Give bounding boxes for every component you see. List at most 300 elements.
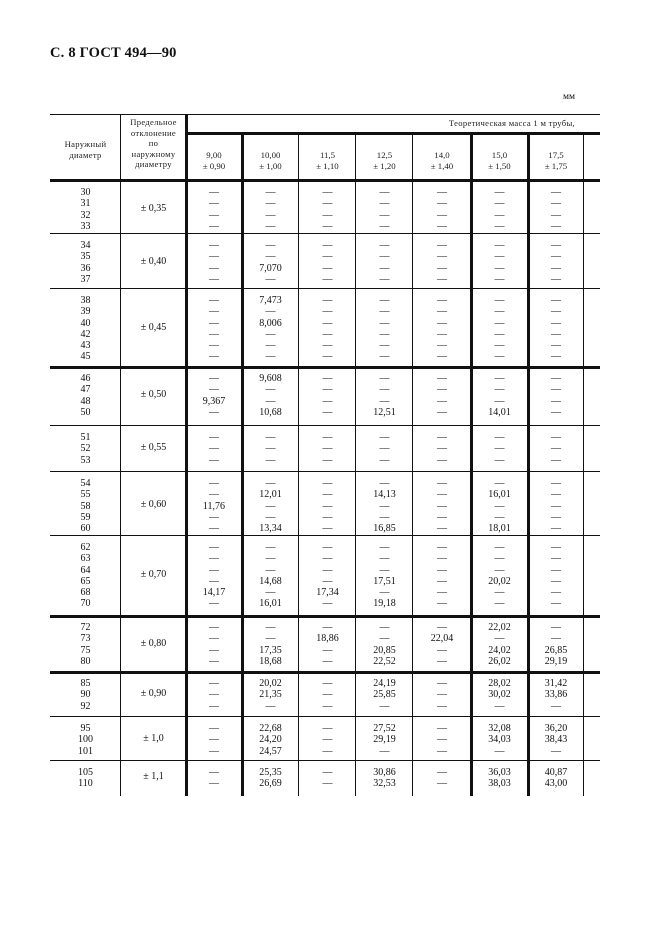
mass-value: — bbox=[551, 295, 561, 306]
outer-diameter: 60 bbox=[80, 523, 91, 535]
outer-diameter: 95 bbox=[80, 723, 91, 734]
header-tolerance-line: Предельное bbox=[130, 117, 177, 127]
outer-diameter: 101 bbox=[78, 745, 93, 757]
mass-value-column bbox=[356, 767, 413, 790]
mass-value: — bbox=[551, 542, 561, 553]
mass-value: 12,01 bbox=[259, 489, 282, 501]
mass-value: — bbox=[551, 564, 561, 576]
mass-value: — bbox=[437, 351, 447, 363]
group-separator bbox=[50, 471, 600, 472]
outer-diameter: 51 bbox=[80, 432, 91, 443]
mass-value-column bbox=[356, 478, 413, 534]
group-separator bbox=[50, 233, 600, 234]
mass-value: — bbox=[551, 262, 561, 274]
mass-value: — bbox=[379, 198, 390, 210]
wall-tolerance: ± 1,75 bbox=[544, 161, 568, 171]
mass-value-column bbox=[471, 542, 528, 610]
mass-value: — bbox=[209, 198, 219, 210]
mass-value: — bbox=[494, 220, 505, 232]
mass-value: — bbox=[551, 198, 561, 210]
mass-value: — bbox=[209, 273, 219, 285]
mass-value: 26,69 bbox=[259, 778, 282, 790]
mass-value: — bbox=[322, 644, 333, 656]
mass-value: — bbox=[265, 220, 276, 232]
mass-value: — bbox=[494, 317, 505, 329]
mass-value: — bbox=[265, 587, 276, 599]
wall-tolerance: ± 1,00 bbox=[259, 161, 282, 171]
mass-value: — bbox=[437, 454, 447, 466]
mass-value: 11,76 bbox=[202, 500, 226, 512]
mass-value: — bbox=[551, 745, 561, 757]
mass-value-column bbox=[186, 295, 242, 363]
mass-value: — bbox=[494, 273, 505, 285]
outer-diameter: 37 bbox=[80, 273, 91, 285]
outer-diameter: 54 bbox=[80, 478, 91, 489]
mass-value-column bbox=[186, 678, 242, 712]
mass-value: 20,85 bbox=[373, 644, 396, 656]
mass-value-column bbox=[299, 432, 356, 466]
diameter-tolerance: ± 0,80 bbox=[140, 637, 167, 649]
mass-value: — bbox=[379, 633, 390, 645]
mass-value: — bbox=[437, 273, 447, 285]
outer-diameter-list bbox=[50, 542, 121, 610]
wall-thickness: 17,5 bbox=[548, 150, 564, 160]
mass-value: — bbox=[209, 209, 219, 221]
mass-value: — bbox=[209, 542, 219, 553]
mass-value-column bbox=[186, 723, 242, 757]
mass-value-column bbox=[299, 240, 356, 285]
mass-value: — bbox=[209, 734, 219, 746]
mass-value: — bbox=[209, 644, 219, 656]
mass-value: — bbox=[494, 500, 505, 512]
mass-value: 32,08 bbox=[488, 723, 511, 734]
mass-value: — bbox=[209, 564, 219, 576]
mass-value: — bbox=[322, 767, 333, 778]
header-bottom-rule bbox=[50, 179, 600, 182]
mass-value: — bbox=[322, 622, 333, 633]
mass-value-column bbox=[356, 240, 413, 285]
mass-value: — bbox=[494, 351, 505, 363]
mass-value: — bbox=[379, 622, 390, 633]
mass-value: — bbox=[322, 454, 333, 466]
mass-value: 13,34 bbox=[259, 523, 282, 535]
mass-value: — bbox=[322, 384, 333, 396]
mass-value: — bbox=[379, 209, 390, 221]
wall-thickness: 12,5 bbox=[376, 150, 393, 160]
mass-value: — bbox=[322, 373, 333, 384]
mass-value: 38,03 bbox=[488, 778, 511, 790]
diameter-tolerance: ± 0,35 bbox=[140, 202, 167, 214]
units-label: мм bbox=[563, 92, 576, 102]
mass-value: 16,01 bbox=[488, 489, 511, 501]
mass-value: — bbox=[209, 220, 219, 232]
mass-value-column bbox=[242, 373, 299, 418]
mass-value: — bbox=[551, 633, 561, 645]
mass-value: — bbox=[209, 295, 219, 306]
mass-value: — bbox=[437, 644, 447, 656]
outer-diameter: 45 bbox=[80, 351, 91, 363]
mass-value: — bbox=[209, 340, 219, 352]
mass-value-column bbox=[528, 678, 584, 712]
mass-header-rule bbox=[186, 132, 600, 135]
outer-diameter: 110 bbox=[78, 778, 93, 790]
group-separator bbox=[50, 288, 600, 289]
header-tolerance-line: отклонение bbox=[130, 127, 177, 138]
mass-value: — bbox=[322, 351, 333, 363]
mass-value: — bbox=[209, 700, 219, 712]
mass-value: — bbox=[265, 209, 276, 221]
outer-diameter: 48 bbox=[80, 395, 91, 407]
mass-value: — bbox=[494, 209, 505, 221]
mass-value: — bbox=[437, 587, 447, 599]
mass-value: — bbox=[494, 198, 505, 210]
mass-value-column bbox=[242, 723, 299, 757]
mass-value: — bbox=[379, 454, 390, 466]
mass-value: — bbox=[437, 306, 447, 318]
header-wall-column bbox=[299, 150, 356, 172]
mass-value: — bbox=[551, 432, 561, 443]
mass-value: — bbox=[322, 542, 333, 553]
mass-value-column bbox=[528, 295, 584, 363]
outer-diameter: 92 bbox=[80, 700, 91, 712]
mass-value: — bbox=[379, 500, 390, 512]
mass-value: 12,51 bbox=[373, 406, 396, 418]
mass-value: — bbox=[437, 443, 447, 455]
outer-diameter: 65 bbox=[80, 575, 91, 587]
mass-value: — bbox=[322, 432, 333, 443]
mass-value-column bbox=[413, 542, 471, 610]
mass-value: — bbox=[437, 295, 447, 306]
mass-value: — bbox=[322, 478, 333, 489]
mass-value: — bbox=[265, 240, 276, 251]
mass-value: — bbox=[322, 317, 333, 329]
outer-diameter-list bbox=[50, 723, 121, 757]
mass-value: — bbox=[379, 443, 390, 455]
mass-value: 38,43 bbox=[544, 734, 568, 746]
mass-value: — bbox=[265, 478, 276, 489]
outer-diameter: 50 bbox=[80, 406, 91, 418]
mass-value: 25,85 bbox=[373, 689, 396, 701]
mass-value-column bbox=[528, 723, 584, 757]
mass-value-column bbox=[471, 295, 528, 363]
mass-value: — bbox=[551, 351, 561, 363]
mass-value: — bbox=[437, 317, 447, 329]
mass-value: — bbox=[322, 575, 333, 587]
mass-value: — bbox=[209, 723, 219, 734]
diameter-tolerance: ± 1,1 bbox=[143, 771, 164, 783]
mass-value: — bbox=[209, 262, 219, 274]
diameter-tolerance: ± 1,0 bbox=[143, 732, 164, 744]
mass-value-column bbox=[528, 187, 584, 232]
mass-value: 17,51 bbox=[373, 575, 396, 587]
mass-value: — bbox=[209, 633, 219, 645]
mass-value-column bbox=[471, 240, 528, 285]
mass-value: — bbox=[322, 443, 333, 455]
wall-thickness: 11,5 bbox=[319, 150, 336, 160]
mass-value: — bbox=[379, 317, 390, 329]
mass-value-column bbox=[186, 478, 242, 534]
mass-value: — bbox=[209, 622, 219, 633]
mass-value: — bbox=[322, 700, 333, 712]
header-outer-diameter: Наружный диаметр bbox=[64, 139, 107, 160]
mass-value: 22,52 bbox=[373, 655, 396, 667]
mass-value: — bbox=[494, 553, 505, 565]
header-wall-column bbox=[528, 150, 584, 172]
mass-value: — bbox=[209, 443, 219, 455]
mass-value-column bbox=[186, 432, 242, 466]
group-separator bbox=[50, 425, 600, 426]
mass-value: — bbox=[437, 198, 447, 210]
mass-value: — bbox=[494, 306, 505, 318]
mass-value: — bbox=[551, 273, 561, 285]
mass-value: — bbox=[551, 478, 561, 489]
mass-value: — bbox=[265, 273, 276, 285]
mass-value: — bbox=[379, 340, 390, 352]
mass-value: — bbox=[437, 500, 447, 512]
wall-thickness: 15,0 bbox=[491, 150, 508, 160]
mass-value: — bbox=[322, 328, 333, 340]
mass-value: — bbox=[322, 187, 333, 198]
mass-value: — bbox=[437, 767, 447, 778]
outer-diameter-list bbox=[50, 187, 121, 232]
mass-value: — bbox=[437, 523, 447, 535]
mass-value: — bbox=[322, 511, 333, 523]
mass-value: — bbox=[494, 587, 505, 599]
mass-value: 26,85 bbox=[544, 644, 568, 656]
mass-value-column bbox=[299, 478, 356, 534]
mass-value-column bbox=[299, 373, 356, 418]
mass-value: — bbox=[494, 511, 505, 523]
mass-value: — bbox=[437, 251, 447, 263]
mass-value: 28,02 bbox=[488, 678, 511, 689]
mass-value: — bbox=[379, 553, 390, 565]
mass-value-column bbox=[242, 767, 299, 790]
mass-value: — bbox=[209, 328, 219, 340]
diameter-tolerance: ± 0,90 bbox=[140, 687, 167, 699]
mass-value: — bbox=[379, 587, 390, 599]
mass-value: — bbox=[551, 328, 561, 340]
header-wall-column bbox=[413, 150, 471, 172]
header-tolerance-line: по bbox=[148, 138, 159, 148]
mass-value-column bbox=[242, 295, 299, 363]
mass-value: — bbox=[494, 598, 505, 610]
mass-value-column bbox=[413, 478, 471, 534]
group-separator bbox=[50, 671, 600, 674]
mass-value: — bbox=[209, 373, 219, 384]
mass-value: — bbox=[551, 454, 561, 466]
outer-diameter: 52 bbox=[80, 443, 91, 455]
outer-diameter-list bbox=[50, 432, 121, 466]
mass-value-column bbox=[413, 723, 471, 757]
outer-diameter: 85 bbox=[80, 678, 91, 689]
mass-value: 14,13 bbox=[373, 489, 396, 501]
mass-value: — bbox=[551, 220, 561, 232]
mass-value: — bbox=[265, 328, 276, 340]
mass-value: — bbox=[322, 251, 333, 263]
mass-value: — bbox=[437, 678, 447, 689]
header-wall-column bbox=[356, 150, 413, 172]
mass-value: — bbox=[437, 778, 447, 790]
group-separator bbox=[50, 615, 600, 618]
mass-value-column bbox=[356, 542, 413, 610]
mass-value-column bbox=[186, 767, 242, 790]
outer-diameter: 75 bbox=[80, 644, 91, 656]
mass-value-column bbox=[356, 723, 413, 757]
wall-tolerance: ± 1,10 bbox=[316, 161, 339, 171]
mass-value: — bbox=[322, 564, 333, 576]
mass-value-column bbox=[356, 622, 413, 667]
mass-value: — bbox=[437, 328, 447, 340]
mass-value: — bbox=[209, 553, 219, 565]
outer-diameter-list bbox=[50, 678, 121, 712]
mass-value: 20,02 bbox=[259, 678, 282, 689]
mass-value: — bbox=[494, 240, 505, 251]
wall-thickness: 10,00 bbox=[260, 150, 281, 160]
outer-diameter: 39 bbox=[80, 306, 91, 318]
mass-value: 31,42 bbox=[544, 678, 568, 689]
outer-diameter: 105 bbox=[78, 767, 93, 778]
mass-value: 26,02 bbox=[488, 655, 511, 667]
mass-value-column bbox=[471, 678, 528, 712]
mass-value: 36,03 bbox=[488, 767, 511, 778]
mass-value: — bbox=[379, 745, 390, 757]
mass-value: — bbox=[209, 598, 219, 610]
mass-value-column bbox=[356, 678, 413, 712]
diameter-tolerance: ± 0,50 bbox=[140, 388, 167, 400]
mass-value: — bbox=[379, 511, 390, 523]
mass-value-column bbox=[528, 478, 584, 534]
wall-tolerance: ± 1,50 bbox=[488, 161, 511, 171]
mass-value: — bbox=[322, 220, 333, 232]
mass-value: — bbox=[379, 328, 390, 340]
mass-value: — bbox=[551, 523, 561, 535]
outer-diameter: 62 bbox=[80, 542, 91, 553]
header-wall-column bbox=[471, 150, 528, 172]
mass-value: — bbox=[265, 454, 276, 466]
mass-value: — bbox=[551, 251, 561, 263]
mass-value: — bbox=[209, 489, 219, 501]
mass-value: — bbox=[265, 564, 276, 576]
mass-value: 30,02 bbox=[488, 689, 511, 701]
mass-value: — bbox=[379, 564, 390, 576]
group-separator bbox=[50, 716, 600, 717]
mass-value: — bbox=[437, 655, 447, 667]
outer-diameter: 34 bbox=[80, 240, 91, 251]
mass-value: — bbox=[209, 240, 219, 251]
mass-value: — bbox=[265, 187, 276, 198]
mass-value: — bbox=[265, 395, 276, 407]
mass-value: — bbox=[551, 598, 561, 610]
mass-value: — bbox=[209, 575, 219, 587]
mass-value-column bbox=[413, 432, 471, 466]
mass-value-column bbox=[528, 542, 584, 610]
mass-value: 18,86 bbox=[316, 633, 339, 645]
mass-value: — bbox=[322, 734, 333, 746]
mass-value: 24,19 bbox=[373, 678, 396, 689]
mass-value: — bbox=[322, 489, 333, 501]
mass-value-column bbox=[413, 678, 471, 712]
mass-value: 22,04 bbox=[430, 633, 454, 645]
mass-value: — bbox=[437, 511, 447, 523]
mass-value: — bbox=[494, 328, 505, 340]
diameter-tolerance: ± 0,70 bbox=[140, 568, 167, 580]
mass-value: — bbox=[437, 745, 447, 757]
mass-value: — bbox=[265, 198, 276, 210]
mass-value: — bbox=[551, 500, 561, 512]
mass-value: 17,35 bbox=[259, 644, 282, 656]
header-mass-title: Теоретическая масса 1 м трубы, bbox=[448, 118, 575, 128]
mass-value: — bbox=[379, 351, 390, 363]
mass-value: 9,608 bbox=[259, 373, 282, 384]
mass-value: 16,85 bbox=[373, 523, 396, 535]
mass-value-column bbox=[186, 622, 242, 667]
mass-value: — bbox=[437, 432, 447, 443]
outer-diameter: 36 bbox=[80, 262, 91, 274]
outer-diameter: 63 bbox=[80, 553, 91, 565]
header-tolerance bbox=[121, 117, 186, 170]
mass-value-column bbox=[186, 542, 242, 610]
mass-value: 43,00 bbox=[544, 778, 568, 790]
mass-value: — bbox=[551, 187, 561, 198]
mass-value: — bbox=[494, 340, 505, 352]
outer-diameter-list bbox=[50, 295, 121, 363]
mass-value-column bbox=[471, 373, 528, 418]
mass-value: — bbox=[551, 622, 561, 633]
outer-diameter: 90 bbox=[80, 689, 91, 701]
outer-diameter: 47 bbox=[80, 384, 91, 396]
mass-value: — bbox=[209, 655, 219, 667]
outer-diameter: 100 bbox=[78, 734, 93, 746]
outer-diameter: 31 bbox=[80, 198, 91, 210]
mass-value: — bbox=[551, 406, 561, 418]
mass-value: — bbox=[551, 395, 561, 407]
mass-value: — bbox=[265, 553, 276, 565]
mass-value: — bbox=[437, 575, 447, 587]
mass-value: — bbox=[322, 240, 333, 251]
mass-value: — bbox=[209, 251, 219, 263]
mass-value: 18,68 bbox=[259, 655, 282, 667]
wall-thickness: 9,00 bbox=[206, 150, 222, 160]
mass-value: — bbox=[551, 340, 561, 352]
mass-value: — bbox=[209, 745, 219, 757]
mass-value: — bbox=[322, 262, 333, 274]
mass-value: 33,86 bbox=[544, 689, 568, 701]
mass-value: — bbox=[322, 500, 333, 512]
mass-value: — bbox=[209, 454, 219, 466]
mass-value-column bbox=[413, 240, 471, 285]
mass-value: — bbox=[265, 500, 276, 512]
wall-tolerance: ± 1,20 bbox=[373, 161, 396, 171]
mass-value: 22,68 bbox=[259, 723, 282, 734]
mass-value: — bbox=[379, 542, 390, 553]
mass-value-column bbox=[299, 723, 356, 757]
mass-value: — bbox=[551, 443, 561, 455]
outer-diameter: 70 bbox=[80, 598, 91, 610]
mass-value: 25,35 bbox=[259, 767, 282, 778]
mass-value: — bbox=[494, 262, 505, 274]
mass-value-column bbox=[413, 767, 471, 790]
mass-value: — bbox=[209, 523, 219, 535]
mass-value: — bbox=[494, 454, 505, 466]
mass-value: — bbox=[265, 443, 276, 455]
mass-value: — bbox=[551, 384, 561, 396]
mass-value-column bbox=[356, 295, 413, 363]
outer-diameter: 55 bbox=[80, 489, 91, 501]
mass-value: — bbox=[265, 351, 276, 363]
mass-value: — bbox=[551, 317, 561, 329]
mass-value: — bbox=[209, 678, 219, 689]
mass-value: 9,367 bbox=[202, 395, 226, 407]
